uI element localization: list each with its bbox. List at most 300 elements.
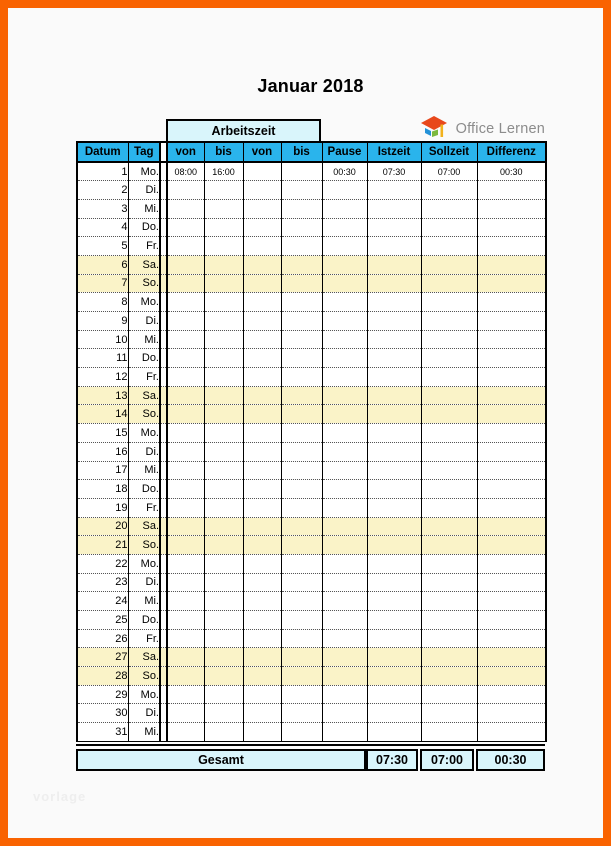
cell-sollzeit[interactable] — [421, 349, 477, 368]
cell-differenz[interactable] — [477, 199, 546, 218]
cell-pause[interactable] — [322, 368, 367, 387]
cell-differenz[interactable] — [477, 573, 546, 592]
cell-differenz[interactable] — [477, 237, 546, 256]
cell-von-1[interactable] — [167, 274, 204, 293]
cell-sollzeit[interactable]: 07:00 — [421, 162, 477, 181]
cell-istzeit[interactable] — [367, 573, 421, 592]
cell-bis-1[interactable] — [204, 648, 243, 667]
cell-von-2[interactable] — [243, 237, 281, 256]
cell-von-2[interactable] — [243, 330, 281, 349]
cell-pause[interactable] — [322, 274, 367, 293]
cell-sollzeit[interactable] — [421, 648, 477, 667]
cell-von-1[interactable] — [167, 218, 204, 237]
cell-sollzeit[interactable] — [421, 704, 477, 723]
cell-sollzeit[interactable] — [421, 723, 477, 742]
cell-differenz[interactable] — [477, 349, 546, 368]
cell-von-2[interactable] — [243, 181, 281, 200]
cell-bis-2[interactable] — [281, 386, 322, 405]
cell-bis-1[interactable] — [204, 330, 243, 349]
cell-bis-2[interactable] — [281, 592, 322, 611]
cell-istzeit[interactable] — [367, 498, 421, 517]
cell-istzeit[interactable]: 07:30 — [367, 162, 421, 181]
cell-differenz[interactable] — [477, 386, 546, 405]
cell-bis-1[interactable] — [204, 405, 243, 424]
cell-pause[interactable] — [322, 480, 367, 499]
cell-bis-1[interactable] — [204, 368, 243, 387]
cell-differenz[interactable] — [477, 274, 546, 293]
cell-pause[interactable] — [322, 405, 367, 424]
cell-von-2[interactable] — [243, 573, 281, 592]
cell-von-1[interactable] — [167, 723, 204, 742]
worksheet-page — [8, 8, 603, 838]
cell-istzeit[interactable] — [367, 349, 421, 368]
cell-sollzeit[interactable] — [421, 592, 477, 611]
cell-pause[interactable] — [322, 461, 367, 480]
cell-differenz[interactable] — [477, 667, 546, 686]
cell-differenz[interactable] — [477, 424, 546, 443]
cell-bis-1[interactable] — [204, 424, 243, 443]
cell-sollzeit[interactable] — [421, 199, 477, 218]
cell-von-2[interactable] — [243, 685, 281, 704]
cell-bis-1[interactable] — [204, 517, 243, 536]
cell-sollzeit[interactable] — [421, 255, 477, 274]
cell-von-2[interactable] — [243, 648, 281, 667]
cell-pause[interactable] — [322, 442, 367, 461]
cell-gap — [160, 330, 167, 349]
cell-sollzeit[interactable] — [421, 629, 477, 648]
cell-gap — [160, 685, 167, 704]
cell-pause[interactable] — [322, 498, 367, 517]
cell-von-1[interactable] — [167, 461, 204, 480]
cell-istzeit[interactable] — [367, 274, 421, 293]
cell-differenz[interactable] — [477, 330, 546, 349]
cell-von-2[interactable] — [243, 723, 281, 742]
cell-gap — [160, 293, 167, 312]
cell-von-1[interactable] — [167, 330, 204, 349]
cell-von-1[interactable] — [167, 573, 204, 592]
cell-bis-2[interactable] — [281, 181, 322, 200]
cell-bis-1[interactable] — [204, 237, 243, 256]
cell-datum: 17 — [77, 461, 128, 480]
cell-sollzeit[interactable] — [421, 181, 477, 200]
table-row — [77, 330, 546, 349]
cell-istzeit[interactable] — [367, 255, 421, 274]
cell-von-2[interactable] — [243, 442, 281, 461]
cell-datum: 12 — [77, 368, 128, 387]
cell-bis-1[interactable] — [204, 723, 243, 742]
cell-istzeit[interactable] — [367, 368, 421, 387]
cell-pause[interactable] — [322, 592, 367, 611]
cell-bis-2[interactable] — [281, 274, 322, 293]
col-header-pause: Pause — [322, 142, 367, 162]
cell-istzeit[interactable] — [367, 386, 421, 405]
cell-istzeit[interactable] — [367, 554, 421, 573]
cell-von-2[interactable] — [243, 368, 281, 387]
cell-bis-1[interactable] — [204, 349, 243, 368]
cell-bis-2[interactable] — [281, 312, 322, 331]
cell-istzeit[interactable] — [367, 330, 421, 349]
cell-istzeit[interactable] — [367, 218, 421, 237]
cell-von-2[interactable] — [243, 162, 281, 181]
col-header-von-1: von — [167, 142, 204, 162]
cell-von-1[interactable] — [167, 554, 204, 573]
cell-datum: 30 — [77, 704, 128, 723]
cell-bis-2[interactable] — [281, 573, 322, 592]
cell-von-1[interactable] — [167, 536, 204, 555]
cell-von-2[interactable] — [243, 255, 281, 274]
cell-differenz[interactable]: 00:30 — [477, 162, 546, 181]
cell-bis-1[interactable] — [204, 312, 243, 331]
cell-istzeit[interactable] — [367, 629, 421, 648]
cell-bis-1[interactable] — [204, 442, 243, 461]
cell-istzeit[interactable] — [367, 592, 421, 611]
cell-pause[interactable] — [322, 554, 367, 573]
cell-bis-1[interactable] — [204, 218, 243, 237]
cell-pause[interactable]: 00:30 — [322, 162, 367, 181]
cell-von-1[interactable] — [167, 312, 204, 331]
cell-sollzeit[interactable] — [421, 517, 477, 536]
cell-von-2[interactable] — [243, 199, 281, 218]
cell-bis-2[interactable] — [281, 629, 322, 648]
cell-differenz[interactable] — [477, 517, 546, 536]
table-row — [77, 237, 546, 256]
cell-von-1[interactable] — [167, 592, 204, 611]
cell-datum: 25 — [77, 611, 128, 630]
cell-von-1[interactable] — [167, 685, 204, 704]
cell-von-2[interactable] — [243, 424, 281, 443]
cell-pause[interactable] — [322, 312, 367, 331]
cell-von-2[interactable] — [243, 592, 281, 611]
cell-bis-2[interactable] — [281, 704, 322, 723]
cell-von-2[interactable] — [243, 704, 281, 723]
cell-tag: Do. — [128, 218, 160, 237]
office-lernen-logo — [420, 115, 545, 142]
cell-datum: 2 — [77, 181, 128, 200]
cell-bis-1[interactable] — [204, 554, 243, 573]
cell-differenz[interactable] — [477, 181, 546, 200]
cell-bis-2[interactable] — [281, 162, 322, 181]
cell-sollzeit[interactable] — [421, 573, 477, 592]
cell-istzeit[interactable] — [367, 424, 421, 443]
cell-pause[interactable] — [322, 349, 367, 368]
cell-differenz[interactable] — [477, 312, 546, 331]
total-row — [76, 749, 545, 771]
cell-bis-2[interactable] — [281, 255, 322, 274]
cell-tag: Mi. — [128, 723, 160, 742]
cell-bis-2[interactable] — [281, 554, 322, 573]
cell-bis-2[interactable] — [281, 498, 322, 517]
cell-pause[interactable] — [322, 536, 367, 555]
cell-sollzeit[interactable] — [421, 536, 477, 555]
cell-istzeit[interactable] — [367, 199, 421, 218]
cell-von-2[interactable] — [243, 312, 281, 331]
cell-bis-2[interactable] — [281, 237, 322, 256]
cell-bis-2[interactable] — [281, 611, 322, 630]
cell-datum: 14 — [77, 405, 128, 424]
cell-bis-1[interactable] — [204, 611, 243, 630]
cell-von-2[interactable] — [243, 554, 281, 573]
cell-von-2[interactable] — [243, 517, 281, 536]
cell-bis-2[interactable] — [281, 685, 322, 704]
cell-istzeit[interactable] — [367, 293, 421, 312]
cell-istzeit[interactable] — [367, 648, 421, 667]
cell-differenz[interactable] — [477, 498, 546, 517]
cell-pause[interactable] — [322, 629, 367, 648]
cell-sollzeit[interactable] — [421, 498, 477, 517]
cell-sollzeit[interactable] — [421, 293, 477, 312]
cell-von-1[interactable] — [167, 199, 204, 218]
cell-istzeit[interactable] — [367, 517, 421, 536]
cell-istzeit[interactable] — [367, 667, 421, 686]
table-row — [77, 517, 546, 536]
cell-pause[interactable] — [322, 723, 367, 742]
cell-bis-2[interactable] — [281, 461, 322, 480]
col-header-bis-1: bis — [204, 142, 243, 162]
cell-bis-1[interactable] — [204, 480, 243, 499]
cell-bis-1[interactable] — [204, 199, 243, 218]
watermark-text: vorlage — [33, 789, 87, 804]
col-header-bis-2: bis — [281, 142, 322, 162]
cell-von-2[interactable] — [243, 349, 281, 368]
cell-bis-1[interactable] — [204, 667, 243, 686]
cell-datum: 6 — [77, 255, 128, 274]
cell-differenz[interactable] — [477, 685, 546, 704]
cell-bis-1[interactable] — [204, 255, 243, 274]
cell-differenz[interactable] — [477, 480, 546, 499]
cell-bis-2[interactable] — [281, 442, 322, 461]
cell-von-1[interactable] — [167, 386, 204, 405]
cell-von-1[interactable] — [167, 611, 204, 630]
logo-bar-yellow — [440, 125, 443, 138]
cell-tag: Fr. — [128, 237, 160, 256]
cell-istzeit[interactable] — [367, 181, 421, 200]
cell-datum: 10 — [77, 330, 128, 349]
cell-bis-1[interactable] — [204, 573, 243, 592]
cell-pause[interactable] — [322, 293, 367, 312]
cell-pause[interactable] — [322, 181, 367, 200]
cell-sollzeit[interactable] — [421, 667, 477, 686]
cell-von-1[interactable] — [167, 667, 204, 686]
cell-bis-2[interactable] — [281, 648, 322, 667]
cell-sollzeit[interactable] — [421, 274, 477, 293]
cell-istzeit[interactable] — [367, 237, 421, 256]
cell-differenz[interactable] — [477, 405, 546, 424]
cell-bis-1[interactable] — [204, 685, 243, 704]
cell-sollzeit[interactable] — [421, 442, 477, 461]
cell-istzeit[interactable] — [367, 723, 421, 742]
cell-von-1[interactable] — [167, 349, 204, 368]
cell-gap — [160, 255, 167, 274]
cell-von-1[interactable] — [167, 293, 204, 312]
cell-von-1[interactable] — [167, 442, 204, 461]
cell-tag: Mo. — [128, 293, 160, 312]
cell-von-1[interactable] — [167, 648, 204, 667]
cell-differenz[interactable] — [477, 368, 546, 387]
cell-von-2[interactable] — [243, 667, 281, 686]
cell-bis-1[interactable]: 16:00 — [204, 162, 243, 181]
cell-sollzeit[interactable] — [421, 424, 477, 443]
cell-sollzeit[interactable] — [421, 312, 477, 331]
cell-datum: 22 — [77, 554, 128, 573]
cell-bis-2[interactable] — [281, 330, 322, 349]
cell-pause[interactable] — [322, 255, 367, 274]
cell-gap — [160, 424, 167, 443]
col-header-istzeit: Istzeit — [367, 142, 421, 162]
cell-pause[interactable] — [322, 648, 367, 667]
cell-differenz[interactable] — [477, 218, 546, 237]
cell-differenz[interactable] — [477, 611, 546, 630]
cell-von-1[interactable] — [167, 424, 204, 443]
cell-sollzeit[interactable] — [421, 386, 477, 405]
cell-von-1[interactable] — [167, 480, 204, 499]
cell-bis-2[interactable] — [281, 349, 322, 368]
cell-sollzeit[interactable] — [421, 330, 477, 349]
total-istzeit: 07:30 — [366, 749, 418, 771]
cell-bis-2[interactable] — [281, 517, 322, 536]
timesheet-table-wrap — [76, 141, 545, 746]
cell-von-1[interactable] — [167, 498, 204, 517]
cell-differenz[interactable] — [477, 554, 546, 573]
cell-differenz[interactable] — [477, 536, 546, 555]
cell-bis-1[interactable] — [204, 386, 243, 405]
cell-pause[interactable] — [322, 611, 367, 630]
cell-sollzeit[interactable] — [421, 405, 477, 424]
cell-pause[interactable] — [322, 517, 367, 536]
cell-von-1[interactable] — [167, 405, 204, 424]
table-row — [77, 424, 546, 443]
cell-von-1[interactable] — [167, 629, 204, 648]
cell-von-1[interactable] — [167, 181, 204, 200]
cell-pause[interactable] — [322, 237, 367, 256]
cell-pause[interactable] — [322, 685, 367, 704]
cell-bis-1[interactable] — [204, 704, 243, 723]
cell-bis-1[interactable] — [204, 592, 243, 611]
cell-pause[interactable] — [322, 704, 367, 723]
cell-gap — [160, 349, 167, 368]
cell-von-1[interactable] — [167, 368, 204, 387]
cell-von-1[interactable]: 08:00 — [167, 162, 204, 181]
cell-pause[interactable] — [322, 573, 367, 592]
cell-tag: Di. — [128, 573, 160, 592]
cell-bis-1[interactable] — [204, 181, 243, 200]
cell-von-1[interactable] — [167, 517, 204, 536]
cell-sollzeit[interactable] — [421, 611, 477, 630]
cell-differenz[interactable] — [477, 704, 546, 723]
cell-bis-1[interactable] — [204, 274, 243, 293]
cell-datum: 20 — [77, 517, 128, 536]
cell-differenz[interactable] — [477, 592, 546, 611]
cell-sollzeit[interactable] — [421, 461, 477, 480]
cell-bis-2[interactable] — [281, 405, 322, 424]
cell-istzeit[interactable] — [367, 442, 421, 461]
cell-von-2[interactable] — [243, 218, 281, 237]
table-row — [77, 218, 546, 237]
page-title: Januar 2018 — [257, 76, 364, 96]
cell-von-2[interactable] — [243, 629, 281, 648]
cell-von-2[interactable] — [243, 461, 281, 480]
cell-pause[interactable] — [322, 330, 367, 349]
cell-pause[interactable] — [322, 424, 367, 443]
cell-istzeit[interactable] — [367, 611, 421, 630]
cell-gap — [160, 461, 167, 480]
cell-pause[interactable] — [322, 386, 367, 405]
cell-differenz[interactable] — [477, 442, 546, 461]
cell-istzeit[interactable] — [367, 461, 421, 480]
cell-differenz[interactable] — [477, 293, 546, 312]
cell-bis-2[interactable] — [281, 218, 322, 237]
cell-von-2[interactable] — [243, 405, 281, 424]
cell-bis-2[interactable] — [281, 723, 322, 742]
table-row — [77, 723, 546, 742]
table-row — [77, 442, 546, 461]
cell-bis-2[interactable] — [281, 199, 322, 218]
cell-pause[interactable] — [322, 199, 367, 218]
cell-sollzeit[interactable] — [421, 218, 477, 237]
cell-tag: Sa. — [128, 648, 160, 667]
cell-istzeit[interactable] — [367, 312, 421, 331]
cell-differenz[interactable] — [477, 648, 546, 667]
table-row — [77, 685, 546, 704]
cell-von-2[interactable] — [243, 480, 281, 499]
cell-von-2[interactable] — [243, 611, 281, 630]
cell-differenz[interactable] — [477, 461, 546, 480]
cell-von-1[interactable] — [167, 704, 204, 723]
cell-datum: 3 — [77, 199, 128, 218]
cell-bis-1[interactable] — [204, 629, 243, 648]
cell-istzeit[interactable] — [367, 480, 421, 499]
cell-bis-2[interactable] — [281, 424, 322, 443]
cell-von-1[interactable] — [167, 237, 204, 256]
cell-istzeit[interactable] — [367, 685, 421, 704]
cell-von-2[interactable] — [243, 386, 281, 405]
cell-differenz[interactable] — [477, 629, 546, 648]
cell-istzeit[interactable] — [367, 405, 421, 424]
cell-bis-2[interactable] — [281, 480, 322, 499]
cell-von-2[interactable] — [243, 293, 281, 312]
cell-sollzeit[interactable] — [421, 685, 477, 704]
cell-tag: Do. — [128, 480, 160, 499]
cell-differenz[interactable] — [477, 723, 546, 742]
cell-sollzeit[interactable] — [421, 480, 477, 499]
cell-von-2[interactable] — [243, 274, 281, 293]
cell-sollzeit[interactable] — [421, 554, 477, 573]
cell-pause[interactable] — [322, 667, 367, 686]
cell-sollzeit[interactable] — [421, 368, 477, 387]
cell-gap — [160, 442, 167, 461]
cell-datum: 11 — [77, 349, 128, 368]
cell-bis-1[interactable] — [204, 498, 243, 517]
cell-bis-1[interactable] — [204, 293, 243, 312]
cell-istzeit[interactable] — [367, 704, 421, 723]
cell-von-2[interactable] — [243, 498, 281, 517]
cell-bis-1[interactable] — [204, 536, 243, 555]
cell-istzeit[interactable] — [367, 536, 421, 555]
cell-bis-2[interactable] — [281, 293, 322, 312]
cell-gap — [160, 629, 167, 648]
cell-von-2[interactable] — [243, 536, 281, 555]
cell-von-1[interactable] — [167, 255, 204, 274]
cell-bis-1[interactable] — [204, 461, 243, 480]
cell-gap — [160, 573, 167, 592]
cell-bis-2[interactable] — [281, 536, 322, 555]
cell-pause[interactable] — [322, 218, 367, 237]
cell-differenz[interactable] — [477, 255, 546, 274]
cell-bis-2[interactable] — [281, 368, 322, 387]
cell-datum: 18 — [77, 480, 128, 499]
office-lernen-logo-icon — [420, 115, 450, 142]
cell-sollzeit[interactable] — [421, 237, 477, 256]
cell-bis-2[interactable] — [281, 667, 322, 686]
